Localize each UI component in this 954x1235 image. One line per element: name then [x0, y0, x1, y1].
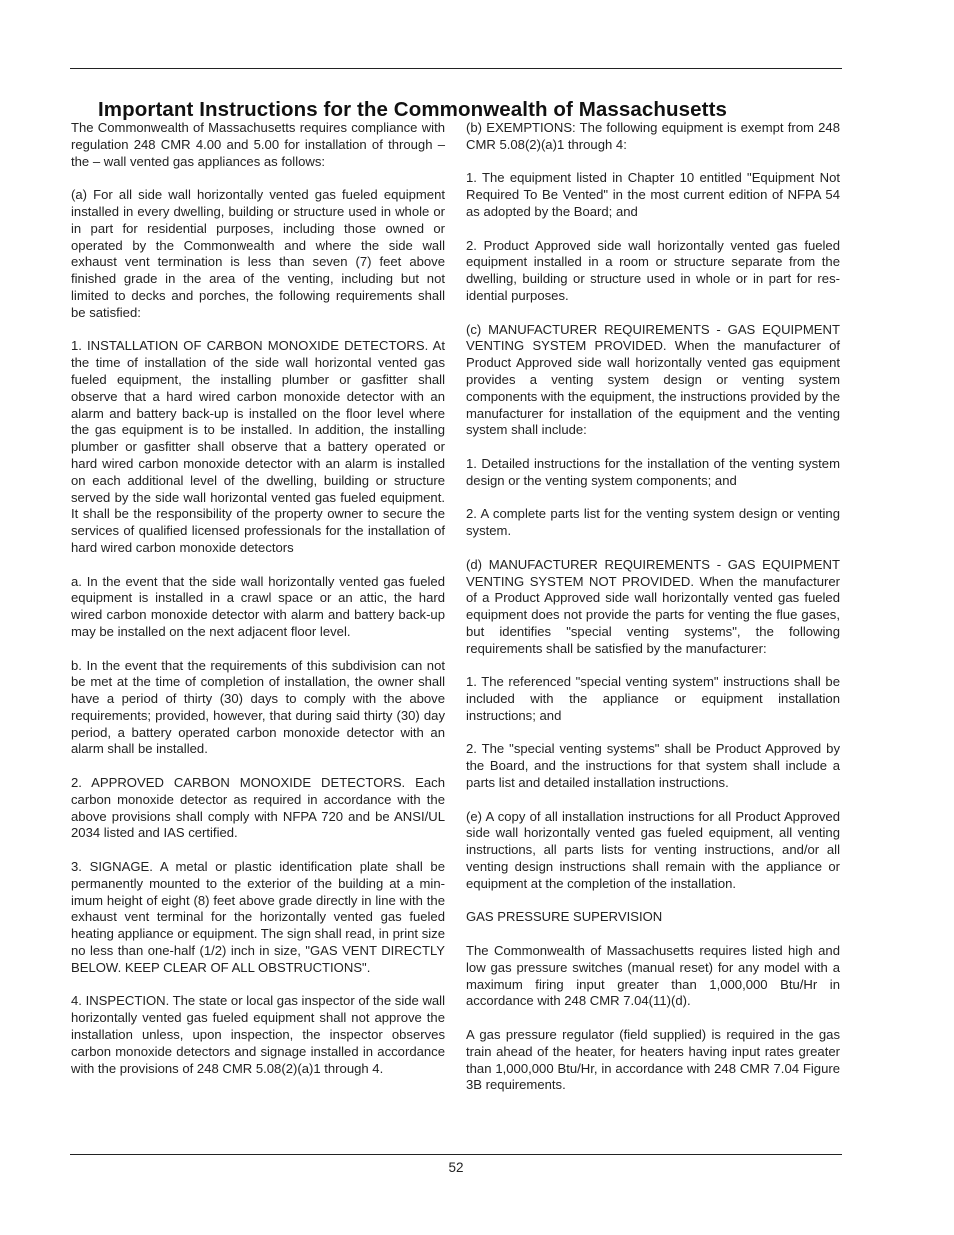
- paragraph: (b) EXEMPTIONS: The following equipment is exempt from 248 CMR 5.08(2)(a)1 through 4:: [466, 120, 840, 152]
- top-rule: [70, 68, 842, 69]
- bottom-rule: [70, 1154, 842, 1155]
- paragraph: 2. The "special venting systems" shall be Product Approved by the Board, and the instructions for that system shall include a parts list and detailed installation instructions.: [466, 741, 840, 791]
- paragraph: 3. SIGNAGE. A metal or plastic identification plate shall be permanently mounted to the exterior of the building at a minimum height of eight (8) feet above grade directly in line with the exhaust vent terminal for the horizontally vented gas fueled heating appliance or equipment. The sign shall read, in print size no less than one-half (1/2) inch in size, "GAS VENT DIRECTLY BELOW. KEEP CLEAR OF ALL OBSTRUCTIONS".: [71, 859, 445, 975]
- paragraph: b. In the event that the requirements of this subdivision can not be met at the time of completion of installation, the owner shall have a period of thirty (30) days to comply with the above requirements; provided, however, that during said thirty (30) day period, a battery operated carbon monoxide detector with an alarm shall be installed.: [71, 657, 445, 757]
- paragraph: (a) For all side wall horizontally vented gas fueled equipment installed in every dwelling, building or structure used in whole or in part for residential purposes, including those owned or operated by the Commonwealth and where the side wall exhaust vent termination is less than seven (7) feet above finished grade in the area of the venting, including but not limited to decks and porches, the following requirements shall be satisfied:: [71, 187, 445, 320]
- paragraph: A gas pressure regulator (field supplied) is required in the gas train ahead of the heater, for heaters having input rates greater than 1,000,000 Btu/Hr, in accordance with 248 CMR 7.04 Figure 3B requirements.: [466, 1027, 840, 1093]
- paragraph: (d) MANUFACTURER REQUIREMENTS - GAS EQUIPMENT VENTING SYSTEM NOT PROVIDED. When the manufacturer of a Product Approved side wall horizontally vented gas fueled equipment does not provide the parts for venting the flue gases, but identifies "special venting systems", the following requirements shall be satisfied by the manufacturer:: [466, 556, 840, 656]
- paragraph: 2. Product Approved side wall horizontally vented gas fueled equipment installed in a room or structure separate from the dwelling, building or structure used in whole or in part for residential purposes.: [466, 237, 840, 303]
- paragraph: The Commonwealth of Massachusetts requires compliance with regulation 248 CMR 4.00 and 5.00 for installation of through – the – wall vented gas appliances as follows:: [71, 120, 445, 169]
- left-column: [71, 120, 445, 1094]
- page-number: 52: [448, 1160, 464, 1175]
- paragraph: (e) A copy of all installation instructions for all Product Approved side wall horizontally vented gas fueled equipment, all venting instructions, all parts lists for venting instructions, and/or all venting design instructions shall remain with the appliance or equipment at the completion of the installation.: [466, 808, 840, 891]
- page-title: Important Instructions for the Commonwealth of Massachusetts: [98, 97, 728, 121]
- paragraph: 1. The referenced "special venting system" instructions shall be included with the appliance or equipment installation instructions; and: [466, 674, 840, 723]
- right-column: [466, 120, 840, 1111]
- paragraph: a. In the event that the side wall horizontally vented gas fueled equipment is installed in a crawl space or an attic, the hard wired carbon monoxide detector with alarm and battery back-up may be installed on the next adjacent floor level.: [71, 573, 445, 639]
- paragraph: 1. INSTALLATION OF CARBON MONOXIDE DETECTORS. At the time of installation of the side wall horizontal vented gas fueled equipment, the installing plumber or gasfitter shall observe that a hard wired carbon monoxide detector with an alarm and battery back-up is installed on the floor level where the gas equipment is to be installed. In addition, the installing plumber or gasfitter shall observe that a battery operated or hard wired carbon monoxide detector with an alarm is installed on each additional level of the dwelling, building or structure served by the side wall horizontal vented gas fueled equipment. It shall be the responsibility of the property owner to secure the services of qualified licensed professionals for the installation of hard wired carbon monoxide detectors: [71, 338, 445, 555]
- paragraph: (c) MANUFACTURER REQUIREMENTS - GAS EQUIPMENT VENTING SYSTEM PROVIDED. When the manufacturer of Product Approved side wall horizontally vented gas equipment provides a venting system design or venting system components with the equipment, the instructions provided by the manufacturer for installation of the equipment and the venting system shall include:: [466, 321, 840, 438]
- paragraph: 2. APPROVED CARBON MONOXIDE DETECTORS. Each carbon monoxide detector as required in accordance with the above provisions shall comply with NFPA 720 and be ANSI/UL 2034 listed and IAS certified.: [71, 775, 445, 841]
- paragraph: 1. Detailed instructions for the installation of the venting system design or the venting system components; and: [466, 455, 840, 488]
- paragraph: The Commonwealth of Massachusetts requires listed high and low gas pressure switches (manual reset) for any model with a maximum firing input greater than 1,000,000 Btu/Hr in accordance with 248 CMR 7.04(11)(d).: [466, 943, 840, 1009]
- paragraph: 2. A complete parts list for the venting system design or venting system.: [466, 506, 840, 539]
- section-heading: GAS PRESSURE SUPERVISION: [466, 909, 663, 925]
- paragraph: 4. INSPECTION. The state or local gas inspector of the side wall horizontally vented gas fueled equipment shall not approve the installation unless, upon inspection, the inspector observes carbon monoxide detectors and signage installed in accordance with the provisions of 248 CMR 5.08(2)(a)1 through 4.: [71, 993, 445, 1076]
- paragraph: 1. The equipment listed in Chapter 10 entitled "Equipment Not Required To Be Vented" in the most current edition of NFPA 54 as adopted by the Board; and: [466, 170, 840, 219]
